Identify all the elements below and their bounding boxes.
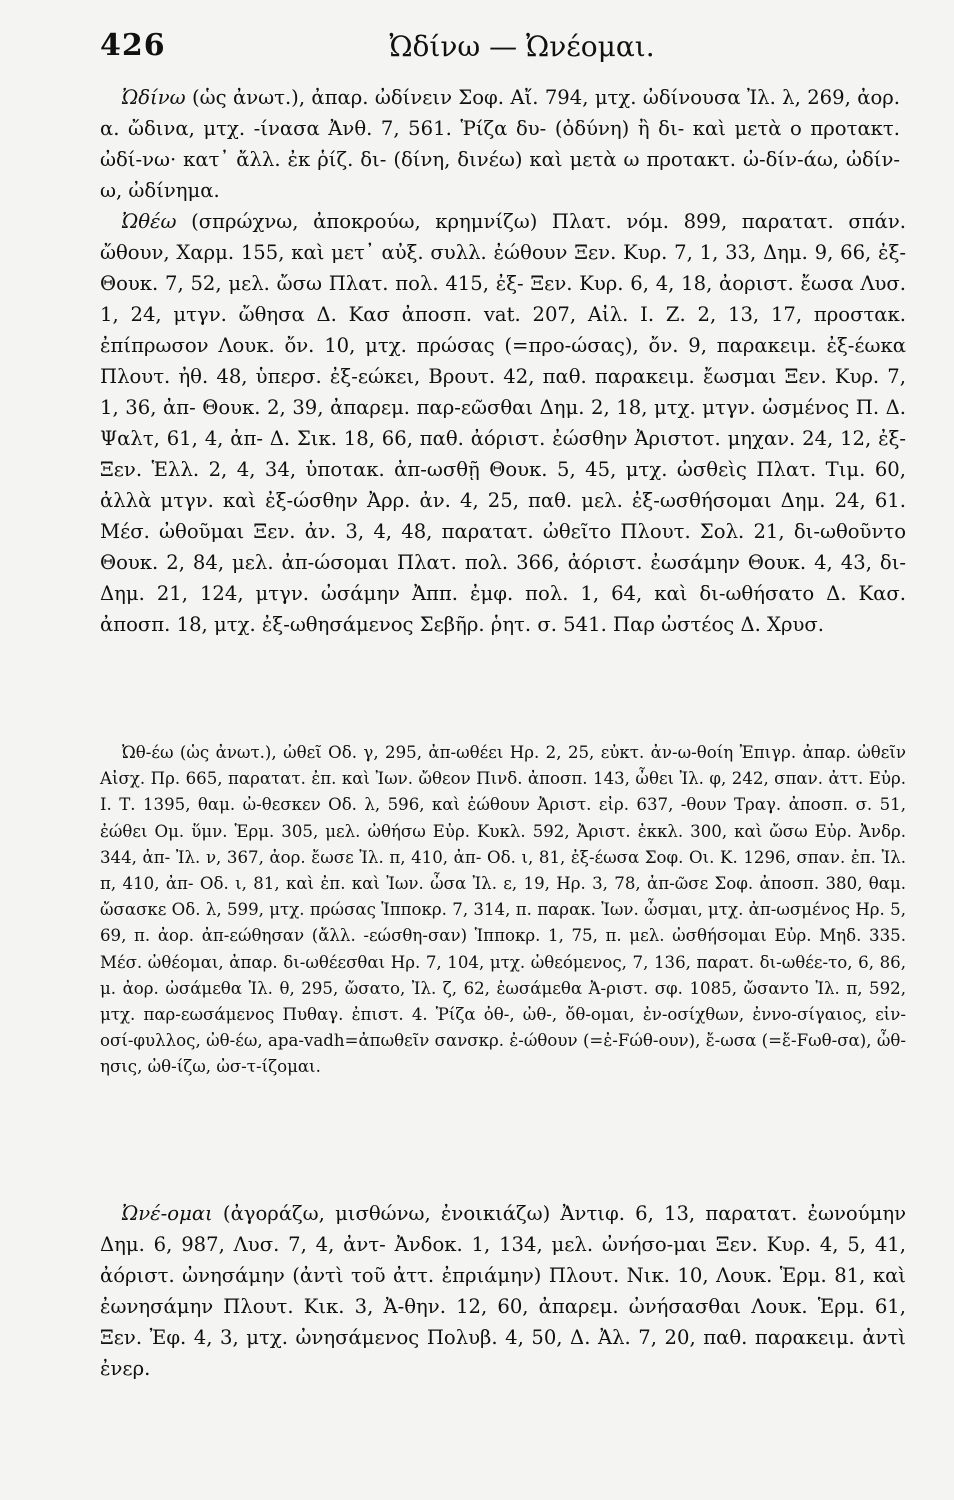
entry-headword: Ὠνέ-ομαι (122, 1202, 213, 1225)
entry-text: (ὡς ἀνωτ.), ὠθεῖ Οδ. γ, 295, ἀπ-ωθέει Ηρ. 2, 25, εὐκτ. ἀν-ω-θοίη Ἐπιγρ. ἀπαρ. ὠθεῖν Αἰσχ. Πρ. 665, παρατατ. ἐπ. καὶ Ἰων. ὤθεον Πινδ. ἀποσπ. 143, ὦθει Ἰλ. φ, 242, σπαν. ἀττ. Εὐρ. Ι. Τ. 1395, θαμ. ὠ-θεσκεν Οδ. λ, 596, καὶ ἐώθουν Ἀριστ. εἰρ. 637, -θουν Τραγ. ἀποσπ. σ. 51, ἐώθει Ομ. ὕμν. Ἑρμ. 305, μελ. ὠθήσω Εὐρ. Κυκλ. 592, Ἀριστ. ἐκκλ. 300, καὶ ὤσω Εὐρ. Ἀνδρ. 344, ἀπ- Ἰλ. ν, 367, ἀορ. ἔωσε Ἰλ. π, 410, ἀπ- Οδ. ι, 81, ἐξ-έωσα Σοφ. Οι. Κ. 1296, σπαν. ἐπ. Ἰλ. π, 410, ἀπ- Οδ. ι, 81, καὶ ἐπ. καὶ Ἰων. ὦσα Ἰλ. ε, 19, Ηρ. 3, 78, ἀπ-ῶσε Σοφ. ἀποσπ. 380, θαμ. ὤσασκε Οδ. λ, 599, μτχ. πρώσας Ἱπποκρ. 7, 314, π. παρακ. Ἰων. ὦσμαι, μτχ. ἀπ-ωσμένος Ηρ. 5, 69, π. ἀορ. ἀπ-εώθησαν (ἄλλ. -εώσθη-σαν) Ἱπποκρ. 1, 75, π. μελ. ὠσθήσομαι Εὐρ. Μηδ. 335. Μέσ. ὠθέομαι, ἀπαρ. δι-ωθέεσθαι Ηρ. 7, 104, μτχ. ὠθεόμενος, 7, 136, παρατ. δι-ωθέε-το, 6, 86, μ. ἀορ. ὠσάμεθα Ἰλ. θ, 295, ὤσατο, Ἰλ. ζ, 62, ἐωσάμεθα Ἀ-ριστ. σφ. 1085, ὤσαντο Ἰλ. π, 592, μτχ. παρ-εωσάμενος Πυθαγ. ἐπιστ. 4. Ῥίζα ὀθ-, ὠθ-, ὄθ-ομαι, ἐν-οσίχθων, ἐννο-σίγαιος, εἰν-οσί-φυλλος, ὠθ-έω, apa-vadh=ἀπωθεῖν σανσκρ. ἐ-ώθουν (=ἐ-Fώθ-ουν), ἔ-ωσα (=ἔ-Fωθ-σα), ὦθ-ησις, ὠθ-ίζω, ὠσ-τ-ίζομαι. (100, 743, 906, 1077)
entry-headword: Ὠθ-έω (122, 743, 174, 762)
entry-otheo (100, 206, 906, 640)
page-header (96, 22, 908, 72)
entry-headword: Ὠδίνω (122, 86, 186, 109)
entry-oth-eo (100, 740, 906, 1081)
page-number: 426 (100, 28, 166, 63)
entry-headword: Ὠθέω (122, 210, 177, 233)
entry-text: (ἀγοράζω, μισθώνω, ἐνοικιάζω) Ἀντιφ. 6, 13, παρατατ. ἐωνούμην Δημ. 6, 987, Λυσ. 7, 4, ἀντ- Ἀνδοκ. 1, 134, μελ. ὠνήσο-μαι Ξεν. Κυρ. 4, 5, 41, ἀόριστ. ὠνησάμην (ἀντὶ τοῦ ἀττ. ἐπριάμην) Πλουτ. Νικ. 10, Λουκ. Ἑρμ. 81, καὶ ἐωνησάμην Πλουτ. Κικ. 3, Ἀ-θην. 12, 60, ἀπαρεμ. ὠνήσασθαι Λουκ. Ἑρμ. 61, Ξεν. Ἐφ. 4, 3, μτχ. ὠνησάμενος Πολυβ. 4, 50, Δ. Ἀλ. 7, 20, παθ. παρακειμ. ἀντὶ ἐνερ. (100, 1202, 906, 1380)
entry-text: (ὡς ἀνωτ.), ἀπαρ. ὠδίνειν Σοφ. Αἴ. 794, μτχ. ὠδίνουσα Ἰλ. λ, 269, ἀορ. α. ὤδινα, μτχ. -ίνασα Ἀνθ. 7, 561. Ῥίζα δυ- (ὀδύνη) ἢ δι- καὶ μετὰ ο προτακτ. ὠδί-νω· κατ᾿ ἄλλ. ἐκ ῥίζ. δι- (δίνη, δινέω) καὶ μετὰ ω προτακτ. ὠ-δίν-άω, ὠδίν-ω, ὠδίνημα. (100, 86, 900, 202)
running-head: Ὠδίνω — Ὠνέομαι. (389, 30, 655, 63)
entry-oneomai (100, 1198, 906, 1384)
dictionary-page (96, 22, 908, 72)
entry-text: (σπρώχνω, ἀποκρούω, κρημνίζω) Πλατ. νόμ. 899, παρατατ. σπάν. ὤθουν, Χαρμ. 155, καὶ μετ᾿ αὐξ. συλλ. ἐώθουν Ξεν. Κυρ. 7, 1, 33, Δημ. 9, 66, ἐξ- Θουκ. 7, 52, μελ. ὤσω Πλατ. πολ. 415, ἐξ- Ξεν. Κυρ. 6, 4, 18, ἀοριστ. ἔωσα Λυσ. 1, 24, μτγν. ὤθησα Δ. Κασ ἀποσπ. vat. 207, Αἰλ. Ι. Ζ. 2, 13, 17, προστακ. ἐπίπρωσον Λουκ. ὄν. 10, μτχ. πρώσας (=προ-ώσας), ὄν. 9, παρακειμ. ἐξ-έωκα Πλουτ. ἠθ. 48, ὑπερσ. ἐξ-εώκει, Βρουτ. 42, παθ. παρακειμ. ἔωσμαι Ξεν. Κυρ. 7, 1, 36, ἀπ- Θουκ. 2, 39, ἀπαρεμ. παρ-εῶσθαι Δημ. 2, 18, μτχ. μτγν. ὠσμένος Π. Δ. Ψαλτ, 61, 4, ἀπ- Δ. Σικ. 18, 66, παθ. ἀόριστ. ἐώσθην Ἀριστοτ. μηχαν. 24, 12, ἐξ- Ξεν. Ἑλλ. 2, 4, 34, ὑποτακ. ἀπ-ωσθῇ Θουκ. 5, 45, μτχ. ὠσθεὶς Πλατ. Τιμ. 60, ἀλλὰ μτγν. καὶ ἐξ-ώσθην Ἀρρ. ἀν. 4, 25, παθ. μελ. ἐξ-ωσθήσομαι Δημ. 24, 61. Μέσ. ὠθοῦμαι Ξεν. ἀν. 3, 4, 48, παρατατ. ὠθεῖτο Πλουτ. Σολ. 21, δι-ωθοῦντο Θουκ. 2, 84, μελ. ἀπ-ώσομαι Πλατ. πολ. 366, ἀόριστ. ἐωσάμην Θουκ. 4, 43, δι- Δημ. 21, 124, μτγν. ὠσάμην Ἀππ. ἐμφ. πολ. 1, 64, καὶ δι-ωθήσατο Δ. Κασ. ἀποσπ. 18, μτχ. ἐξ-ωθησάμενος Σεβῆρ. ῥητ. σ. 541. Παρ ὠστέος Δ. Χρυσ. (100, 210, 906, 636)
entry-odino (100, 82, 900, 206)
